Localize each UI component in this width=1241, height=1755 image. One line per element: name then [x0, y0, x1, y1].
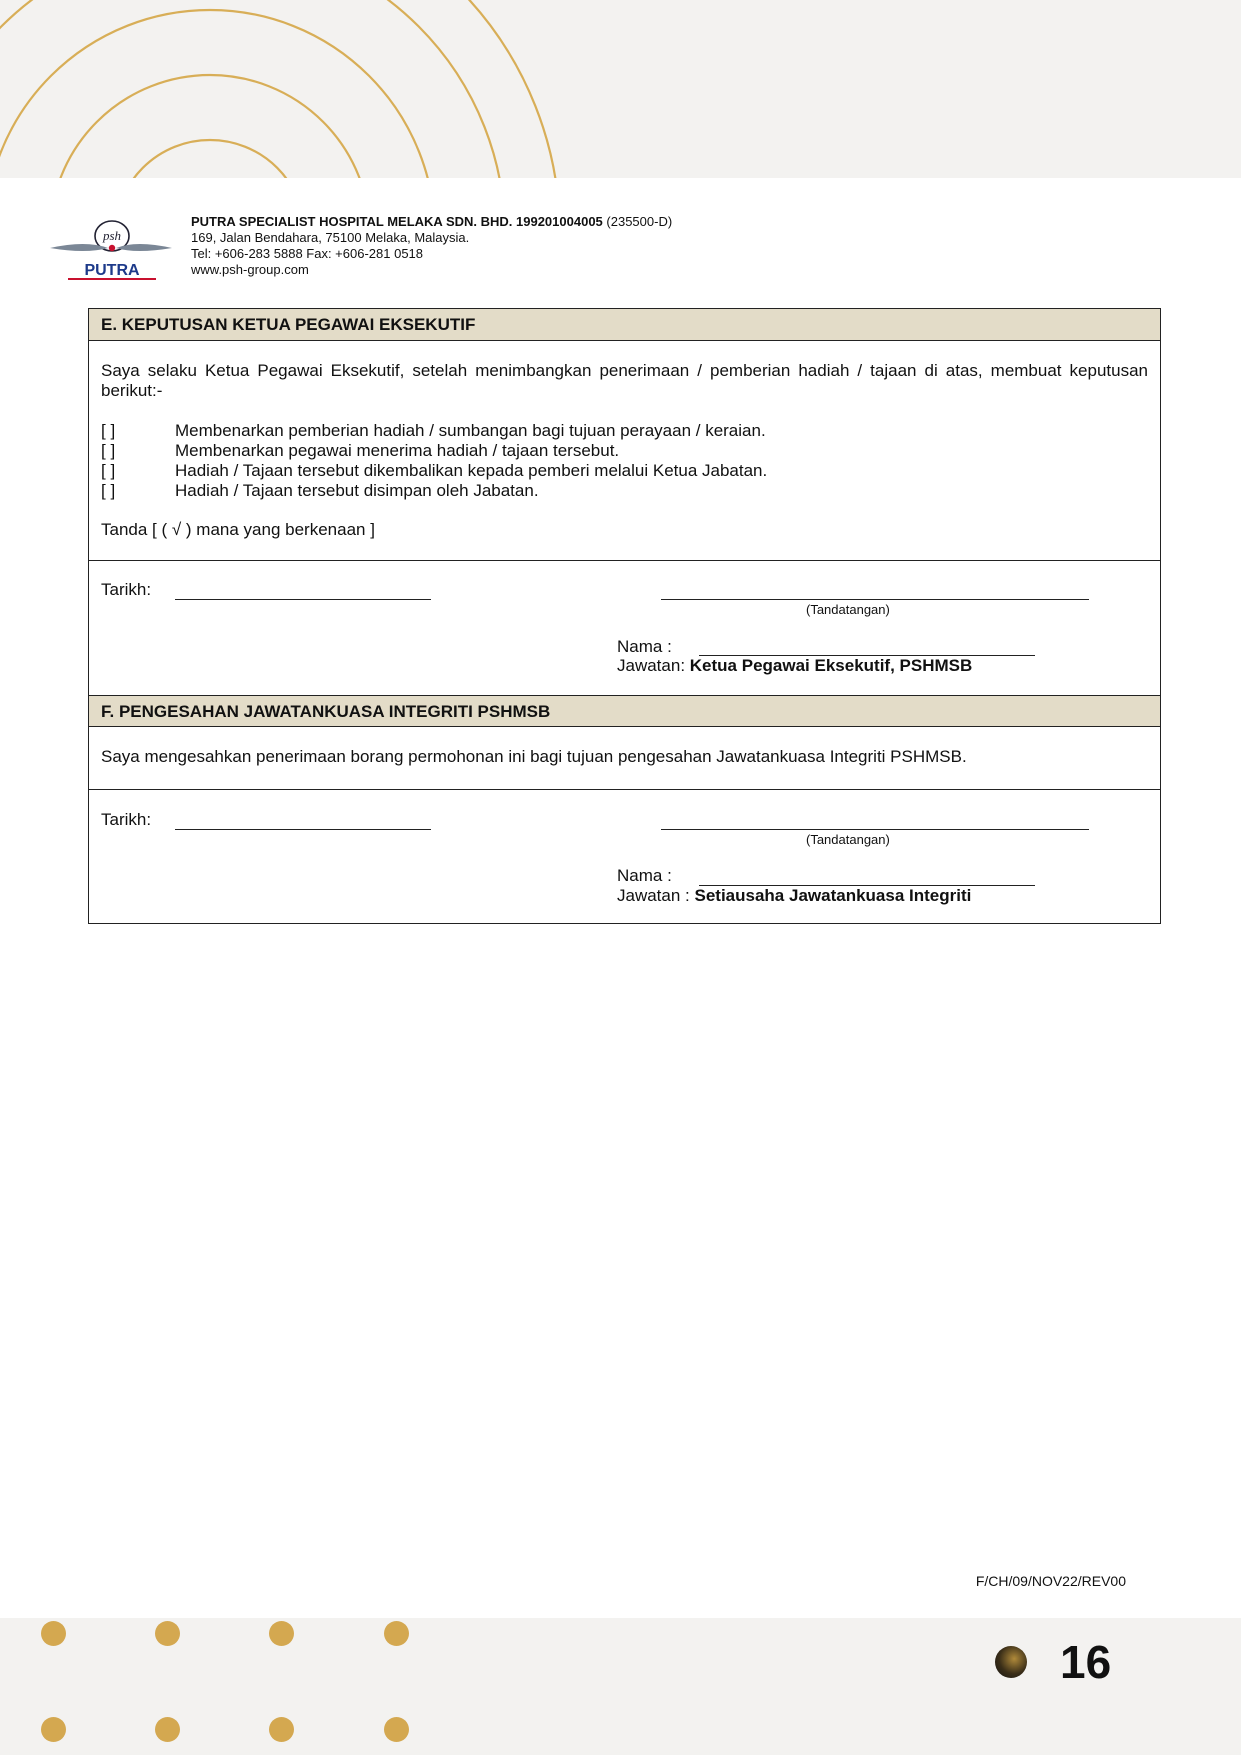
logo-mark: psh: [102, 228, 122, 243]
position-row: [617, 886, 971, 906]
option-item[interactable]: [101, 481, 539, 501]
position-value: Ketua Pegawai Eksekutif, PSHMSB: [689, 656, 973, 675]
logo-text: PUTRA: [84, 262, 140, 279]
decorative-arcs: [0, 0, 620, 180]
option-label: Hadiah / Tajaan tersebut disimpan oleh Jabatan.: [175, 481, 539, 500]
tick-instruction: Tanda [ ( √ ) mana yang berkenaan ]: [101, 520, 375, 539]
checkbox-bracket: [ ]: [101, 421, 116, 440]
page-marker-dot: [995, 1646, 1027, 1678]
checkbox-bracket: [ ]: [101, 441, 116, 460]
form-code: F/CH/09/NOV22/REV00: [975, 1573, 1126, 1589]
position-value: Setiausaha Jawatankuasa Integriti: [694, 886, 972, 905]
signature-field[interactable]: [661, 829, 1089, 830]
name-label: Nama :: [617, 866, 672, 885]
company-contact: Tel: +606-283 5888 Fax: +606-281 0518: [191, 246, 424, 261]
position-row: [617, 656, 972, 676]
date-label: Tarikh:: [101, 810, 152, 829]
option-item[interactable]: [101, 461, 767, 481]
section-e-title: E. KEPUTUSAN KETUA PEGAWAI EKSEKUTIF: [89, 309, 1160, 341]
option-item[interactable]: [101, 441, 619, 461]
registration-number: (235500-D): [606, 214, 673, 229]
date-label: Tarikh:: [101, 580, 152, 599]
decorative-dot: [269, 1717, 294, 1742]
option-label: Membenarkan pemberian hadiah / sumbangan bagi tujuan perayaan / keraian.: [175, 421, 766, 440]
signature-field[interactable]: [661, 599, 1089, 600]
section-f-statement: Saya mengesahkan penerimaan borang permohonan ini bagi tujuan pengesahan Jawatankuasa Integriti PSHMSB.: [101, 747, 967, 766]
decorative-dot: [41, 1621, 66, 1646]
checkbox-bracket: [ ]: [101, 461, 116, 480]
position-label: Jawatan:: [617, 656, 686, 675]
divider: [89, 560, 1160, 561]
date-field[interactable]: [175, 829, 431, 830]
decorative-dot: [155, 1621, 180, 1646]
option-item[interactable]: [101, 421, 766, 441]
decorative-dot: [384, 1717, 409, 1742]
date-field[interactable]: [175, 599, 431, 600]
decorative-dot: [384, 1621, 409, 1646]
company-address: 169, Jalan Bendahara, 75100 Melaka, Malaysia.: [191, 230, 470, 245]
letterhead: [191, 214, 672, 278]
decorative-dot: [41, 1717, 66, 1742]
decorative-dot: [269, 1621, 294, 1646]
decorative-dot: [155, 1717, 180, 1742]
signature-caption: (Tandatangan): [806, 602, 890, 617]
checkbox-bracket: [ ]: [101, 481, 116, 500]
putra-logo: [46, 212, 176, 284]
divider: [89, 789, 1160, 790]
page-number: 16: [1060, 1636, 1112, 1688]
section-e-intro: Saya selaku Ketua Pegawai Eksekutif, setelah menimbangkan penerimaan / pemberian hadiah / tajaan di atas, membuat keputusan berikut:-: [101, 361, 1148, 400]
position-label: Jawatan :: [617, 886, 690, 905]
option-label: Hadiah / Tajaan tersebut dikembalikan kepada pemberi melalui Ketua Jabatan.: [175, 461, 768, 480]
decision-form: [88, 308, 1161, 924]
signature-caption: (Tandatangan): [806, 832, 890, 847]
company-name: PUTRA SPECIALIST HOSPITAL MELAKA SDN. BHD. 199201004005: [191, 214, 603, 229]
name-label: Nama :: [617, 637, 672, 656]
option-label: Membenarkan pegawai menerima hadiah / tajaan tersebut.: [175, 441, 620, 460]
section-f-title: F. PENGESAHAN JAWATANKUASA INTEGRITI PSHMSB: [89, 695, 1160, 727]
company-website: www.psh-group.com: [191, 262, 309, 277]
